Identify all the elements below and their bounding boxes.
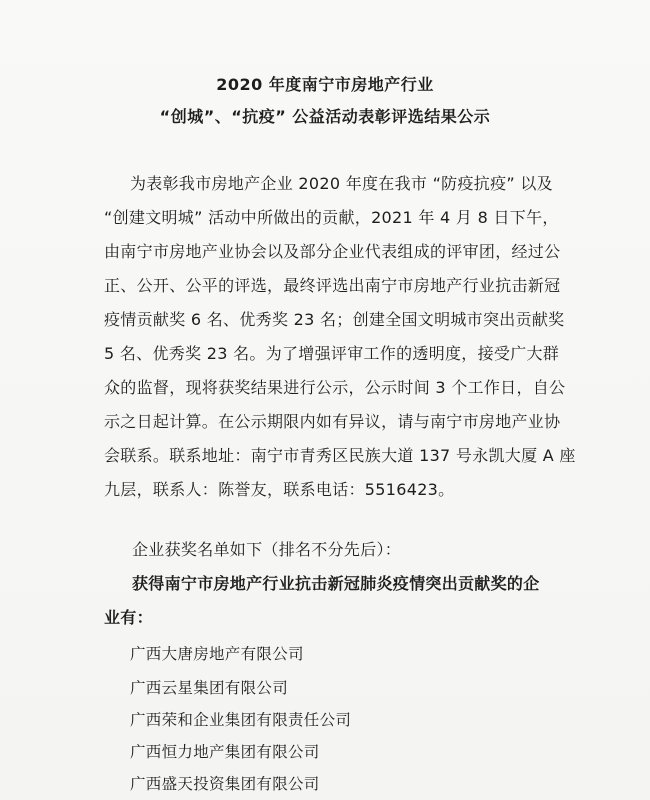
body-line-1: 为表彰我市房地产企业 2020 年度在我市 “防疫抗疫” 以及: [130, 174, 553, 193]
body-line-6: 5 名、优秀奖 23 名。为了增强评审工作的透明度，接受广大群: [104, 344, 560, 363]
body-line-8: 示之日起计算。在公示期限内如有异议，请与南宁市房地产业协: [104, 412, 561, 431]
body-line-3: 由南宁市房地产业协会以及部分企业代表组成的评审团，经过公: [104, 242, 561, 261]
document-title-line-1: 2020 年度南宁市房地产行业: [216, 75, 434, 94]
body-line-9: 会联系。联系地址：南宁市青秀区民族大道 137 号永凯大厦 A 座: [104, 446, 576, 465]
body-line-2: “创建文明城” 活动中所做出的贡献，2021 年 4 月 8 日下午，: [104, 208, 559, 227]
body-line-5: 疫情贡献奖 6 名、优秀奖 23 名；创建全国文明城市突出贡献奖: [104, 310, 565, 329]
company-list-item: 广西恒力地产集团有限公司: [130, 743, 320, 761]
award-list-intro: 企业获奖名单如下（排名不分先后）：: [132, 540, 402, 559]
award-heading-line-2: 业有：: [104, 608, 153, 627]
company-list-item: 广西荣和企业集团有限责任公司: [130, 711, 352, 729]
document-title-line-2: “创城”、“抗疫” 公益活动表彰评选结果公示: [159, 107, 491, 126]
award-heading-line-1: 获得南宁市房地产行业抗击新冠肺炎疫情突出贡献奖的企: [132, 574, 540, 593]
company-list-item: 广西大唐房地产有限公司: [130, 645, 304, 663]
company-list-item: 广西盛天投资集团有限公司: [130, 775, 320, 793]
body-line-10: 九层，联系人：陈誉友，联系电话：5516423。: [104, 480, 455, 499]
company-list-item: 广西云星集团有限公司: [130, 679, 289, 697]
body-line-7: 众的监督，现将获奖结果进行公示，公示时间 3 个工作日，自公: [104, 378, 566, 397]
body-line-4: 正、公开、公平的评选，最终评选出南宁市房地产行业抗击新冠: [104, 276, 561, 295]
